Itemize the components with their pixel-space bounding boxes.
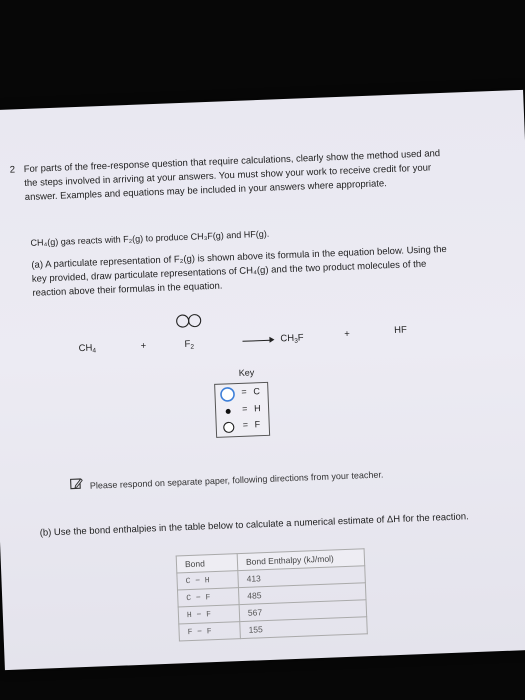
- formula-f2: $F_2$: [184, 338, 195, 351]
- response-note: Please respond on separate paper, following directions from your teacher.: [89, 469, 384, 491]
- enthalpy-cell: 567: [239, 600, 367, 622]
- reaction-statement: CH₄(g) gas reacts with F₂(g) to produce CH₃F(g) and HF(g).: [30, 228, 270, 248]
- part-a-text: (a) A particulate representation of F₂(g) is shown above its formula in the equation below. Using the key provided, draw particulate representations of CH₄(g) and the two product molecules of the reaction above their formulas in the equation.: [31, 243, 447, 299]
- key-title: Key: [238, 367, 255, 378]
- question-intro: For parts of the free-response question that require calculations, clearly show the method used and the steps involved in arriving at your answers. You must show your work to receive credit for your answer. Examples and equations may be included in your answers where appropriate.: [23, 148, 441, 203]
- bond-enthalpy-table: [176, 548, 368, 641]
- fluorine-atom-icon: [220, 419, 237, 436]
- key-row-hydrogen: = H: [216, 402, 269, 420]
- hydrogen-atom-icon: [220, 403, 237, 420]
- bond-cell: H − F: [178, 605, 240, 624]
- key-box: [214, 382, 270, 438]
- key-label-hydrogen: H: [253, 403, 261, 414]
- question-number: 2: [9, 164, 16, 176]
- bond-cell: F − F: [179, 622, 241, 641]
- bond-cell: C − F: [177, 588, 239, 607]
- formula-ch3f: $CH_3F$: [280, 332, 304, 345]
- part-b-text: (b) Use the bond enthalpies in the table below to calculate a numerical estimate of ΔH for the reaction.: [39, 511, 469, 539]
- column-header-bond: Bond: [176, 554, 238, 573]
- worksheet-page: [0, 90, 525, 670]
- enthalpy-cell: 485: [238, 583, 366, 605]
- key-label-carbon: C: [253, 386, 261, 397]
- formula-hf: HF: [393, 324, 408, 336]
- carbon-atom-icon: [219, 386, 236, 403]
- plus-sign-2: +: [344, 328, 351, 340]
- key-label-fluorine: F: [254, 419, 261, 430]
- plus-sign-1: +: [140, 340, 147, 352]
- worksheet-content: [0, 90, 525, 670]
- bond-cell: C − H: [177, 571, 239, 590]
- enthalpy-cell: 155: [240, 617, 368, 639]
- reaction-arrow: [242, 340, 270, 342]
- key-row-fluorine: = F: [216, 418, 269, 436]
- formula-ch4: $CH_4$: [78, 342, 97, 355]
- pencil-edit-icon: [70, 477, 83, 490]
- column-header-enthalpy: Bond Enthalpy (kJ/mol): [237, 549, 365, 571]
- enthalpy-cell: 413: [238, 566, 366, 588]
- f2-molecule-drawing: [171, 312, 208, 329]
- key-row-carbon: = C: [215, 385, 268, 403]
